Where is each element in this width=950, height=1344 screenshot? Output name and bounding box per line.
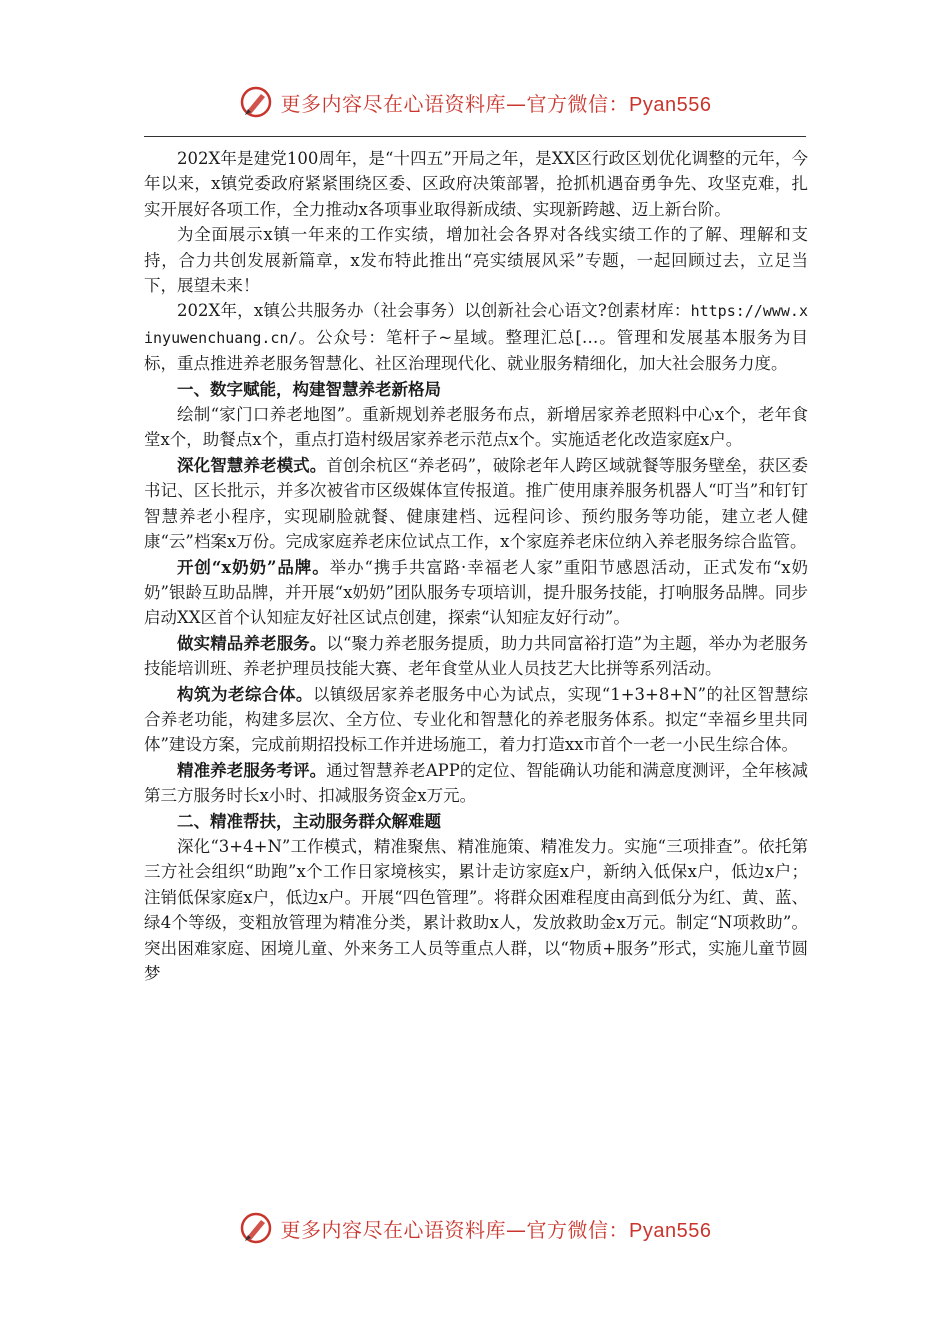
section-heading: 二、精准帮扶，主动服务群众解难题 (177, 811, 441, 831)
header-banner-text: 更多内容尽在心语资料库—官方微信：Pyan556 (280, 91, 712, 116)
paragraph: 开创“x奶奶”品牌。举办“携手共富路·幸福老人家”重阳节感恩活动，正式发布“x奶奶”银龄互助品牌，并开展“x奶奶”团队服务专项培训，提升服务技能，打响服务品牌。同步启动XX区首个认知症友好社区试点创建，探索“认知症友好行动”。 (144, 557, 808, 628)
paragraph: 202X年，x镇公共服务办（社会事务）以创新社会心语文?创素材库：https://www.xinyuwenchuang.cn/。公众号：笔杆子~星域。整理汇总[…。管理和发展基本服务为目标，重点推进养老服务智慧化、社区治理现代化、就业服务精细化，加大社会服务力度。 (144, 301, 808, 374)
paragraph-lead: 开创“x奶奶”品牌。 (177, 557, 330, 577)
paragraph: 绘制“家门口养老地图”。重新规划养老服务布点，新增居家养老照料中心x个，老年食堂x个，助餐点x个，重点打造村级居家养老示范点x个。实施适老化改造家庭x户。 (144, 405, 808, 450)
pen-logo-icon (239, 85, 273, 119)
header-banner (0, 82, 950, 122)
paragraph-lead: 精准养老服务考评。 (177, 760, 327, 780)
section-heading: 一、数字赋能，构建智慧养老新格局 (177, 379, 441, 399)
footer-banner-text: 更多内容尽在心语资料库—官方微信：Pyan556 (280, 1217, 712, 1242)
paragraph: 深化“3+4+N”工作模式，精准聚焦、精准施策、精准发力。实施“三项排查”。依托第三方社会组织“助跑”x个工作日家境核实，累计走访家庭x户，新纳入低保x户，低边x户；注销低保家庭x户，低边x户。开展“四色管理”。将群众困难程度由高到低分为红、黄、蓝、绿4个等级，变粗放管理为精准分类，累计救助x人，发放救助金x万元。制定“N项救助”。突出困难家庭、困境儿童、外来务工人员等重点人群，以“物质+服务”形式，实施儿童节圆梦 (144, 836, 808, 983)
paragraph: 构筑为老综合体。以镇级居家养老服务中心为试点，实现“1+3+8+N”的社区智慧综合养老功能，构建多层次、全方位、专业化和智慧化的养老服务体系。拟定“幸福乡里共同体”建设方案，完成前期招投标工作并进场施工，着力打造xx市首个一老一小民生综合体。 (144, 684, 809, 755)
paragraph: 做实精品养老服务。以“聚力养老服务提质，助力共同富裕打造”为主题，举办为老服务技能培训班、养老护理员技能大赛、老年食堂从业人员技艺大比拼等系列活动。 (144, 633, 808, 679)
paragraph-lead: 构筑为老综合体。 (177, 684, 313, 704)
pen-logo-icon (239, 1211, 273, 1245)
paragraph: 为全面展示x镇一年来的工作实绩，增加社会各界对各线实绩工作的了解、理解和支持，合力共创发展新篇章，x发布特此推出“亮实绩展风采”专题，一起回顾过去，立足当下，展望未来！ (144, 225, 808, 296)
header-divider (144, 136, 806, 137)
document-body (144, 146, 808, 986)
paragraph: 精准养老服务考评。通过智慧养老APP的定位、智能确认功能和满意度测评，全年核减第三方服务时长x小时、扣减服务资金x万元。 (144, 760, 808, 806)
paragraph: 深化智慧养老模式。首创余杭区“养老码”，破除老年人跨区域就餐等服务壁垒，获区委书记、区长批示，并多次被省市区级媒体宣传报道。推广使用康养服务机器人“叮当”和钉钉智慧养老小程序，实现刷脸就餐、健康建档、远程问诊、预约服务等功能，建立老人健康“云”档案x万份。完成家庭养老床位试点工作，x个家庭养老床位纳入养老服务综合监管。 (144, 455, 808, 552)
paragraph-lead: 深化智慧养老模式。 (177, 455, 327, 475)
footer-banner (0, 1208, 950, 1248)
paragraph: 202X年是建党100周年，是“十四五”开局之年，是XX区行政区划优化调整的元年，今年以来，x镇党委政府紧紧围绕区委、区政府决策部署，抢抓机遇奋勇争先、攻坚克难，扎实开展好各项工作，全力推动x各项事业取得新成绩、实现新跨越、迈上新台阶。 (144, 149, 808, 219)
source-url: https://www.xinyuwenchuang.cn/ (144, 302, 808, 347)
paragraph-lead: 做实精品养老服务。 (177, 633, 327, 653)
